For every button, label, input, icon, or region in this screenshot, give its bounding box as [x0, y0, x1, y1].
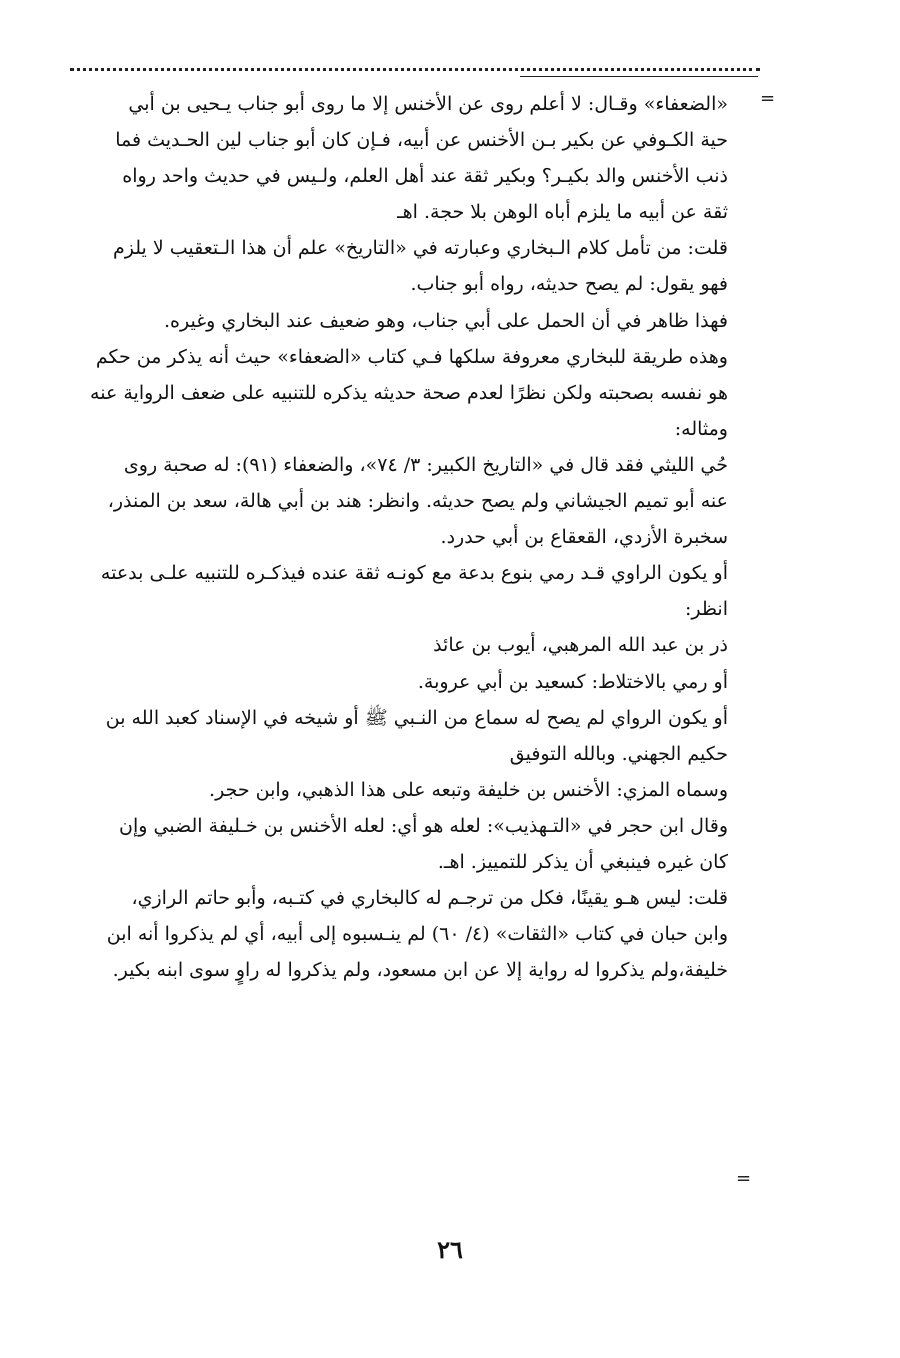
text-line: كان غيره فينبغي أن يذكر للتمييز. اهـ.	[437, 850, 728, 873]
text-line: ذر بن عبد الله المرهبي، أيوب بن عائذ	[433, 634, 728, 657]
text-line: سخبرة الأزدي، القعقاع بن أبي حدرد.	[440, 526, 728, 549]
text-line: حُي الليثي فقد قال في «التاريخ الكبير: ٣/ ٧٤»، والضعفاء (٩١): له صحبة روى	[123, 453, 728, 476]
text-line: هو نفسه بصحبته ولكن نظرًا لعدم صحة حديثه يذكره للتنبيه على ضعف الرواية عنه	[90, 381, 728, 404]
text-line: ثقة عن أبيه ما يلزم أباه الوهن بلا حجة. اهـ	[397, 201, 728, 224]
text-line: وقال ابن حجر في «التـهذيب»: لعله هو أي: لعله الأخنس بن خـليفة الضبي وإن	[119, 814, 728, 837]
page-number: ٢٦	[437, 1235, 463, 1264]
footnote-separator-dotted	[70, 68, 760, 75]
text-line: ذنب الأخنس والد بكيـر؟ وبكير ثقة عند أهل العلم، ولـيس في حديث واحد رواه	[122, 165, 728, 188]
text-line: وابن حبان في كتاب «الثقات» (٤/ ٦٠) لم ينـسبوه إلى أبيه، أي لم يذكروا أنه ابن	[106, 923, 728, 946]
text-line: قلت: ليس هـو يقينًا، فكل من ترجـم له كالبخاري في كتـبه، وأبو حاتم الرازي،	[131, 887, 728, 910]
continuation-mark-bottom: =	[736, 1168, 752, 1189]
text-line: قلت: من تأمل كلام الـبخاري وعبارته في «التاريخ» علم أن هذا الـتعقيب لا يلزم	[113, 237, 728, 260]
text-line: حكيم الجهني. وبالله التوفيق	[509, 742, 728, 765]
text-line: ومثاله:	[674, 417, 728, 440]
text-line: فهو يقول: لم يصح حديثه، رواه أبو جناب.	[410, 273, 728, 296]
footnote-text	[58, 86, 728, 988]
text-line: أو يكون الراوي قـد رمي بنوع بدعة مع كونـه ثقة عنده فيذكـره للتنبيه علـى بدعته	[100, 562, 728, 585]
continuation-mark-top: =	[760, 88, 776, 109]
text-line: وسماه المزي: الأخنس بن خليفة وتبعه على هذا الذهبي، وابن حجر.	[209, 778, 728, 801]
text-line: انظر:	[684, 598, 728, 621]
text-line: أو يكون الرواي لم يصح له سماع من النـبي ﷺ أو شيخه في الإسناد كعبد الله بن	[105, 706, 728, 729]
text-line: خليفة،ولم يذكروا له رواية إلا عن ابن مسعود، ولم يذكروا له راوٍ سوى ابنه بكير.	[112, 959, 728, 982]
footnote-separator-solid	[520, 76, 758, 77]
text-line: أو رمي بالاختلاط: كسعيد بن أبي عروبة.	[417, 670, 728, 693]
text-line: فهذا ظاهر في أن الحمل على أبي جناب، وهو ضعيف عند البخاري وغيره.	[164, 309, 728, 332]
text-line: عنه أبو تميم الجيشاني ولم يصح حديثه. وانظر: هند بن أبي هالة، سعد بن المنذر،	[107, 490, 728, 513]
text-line: حية الكـوفي عن بكير بـن الأخنس عن أبيه، فـإن كان أبو جناب لين الحـديث فما	[115, 129, 728, 152]
text-line: «الضعفاء» وقـال: لا أعلم روى عن الأخنس إلا ما روى أبو جناب يـحيى بن أبي	[128, 93, 728, 115]
text-line: وهذه طريقة للبخاري معروفة سلكها فـي كتاب «الضعفاء» حيث أنه يذكر من حكم	[95, 345, 728, 368]
